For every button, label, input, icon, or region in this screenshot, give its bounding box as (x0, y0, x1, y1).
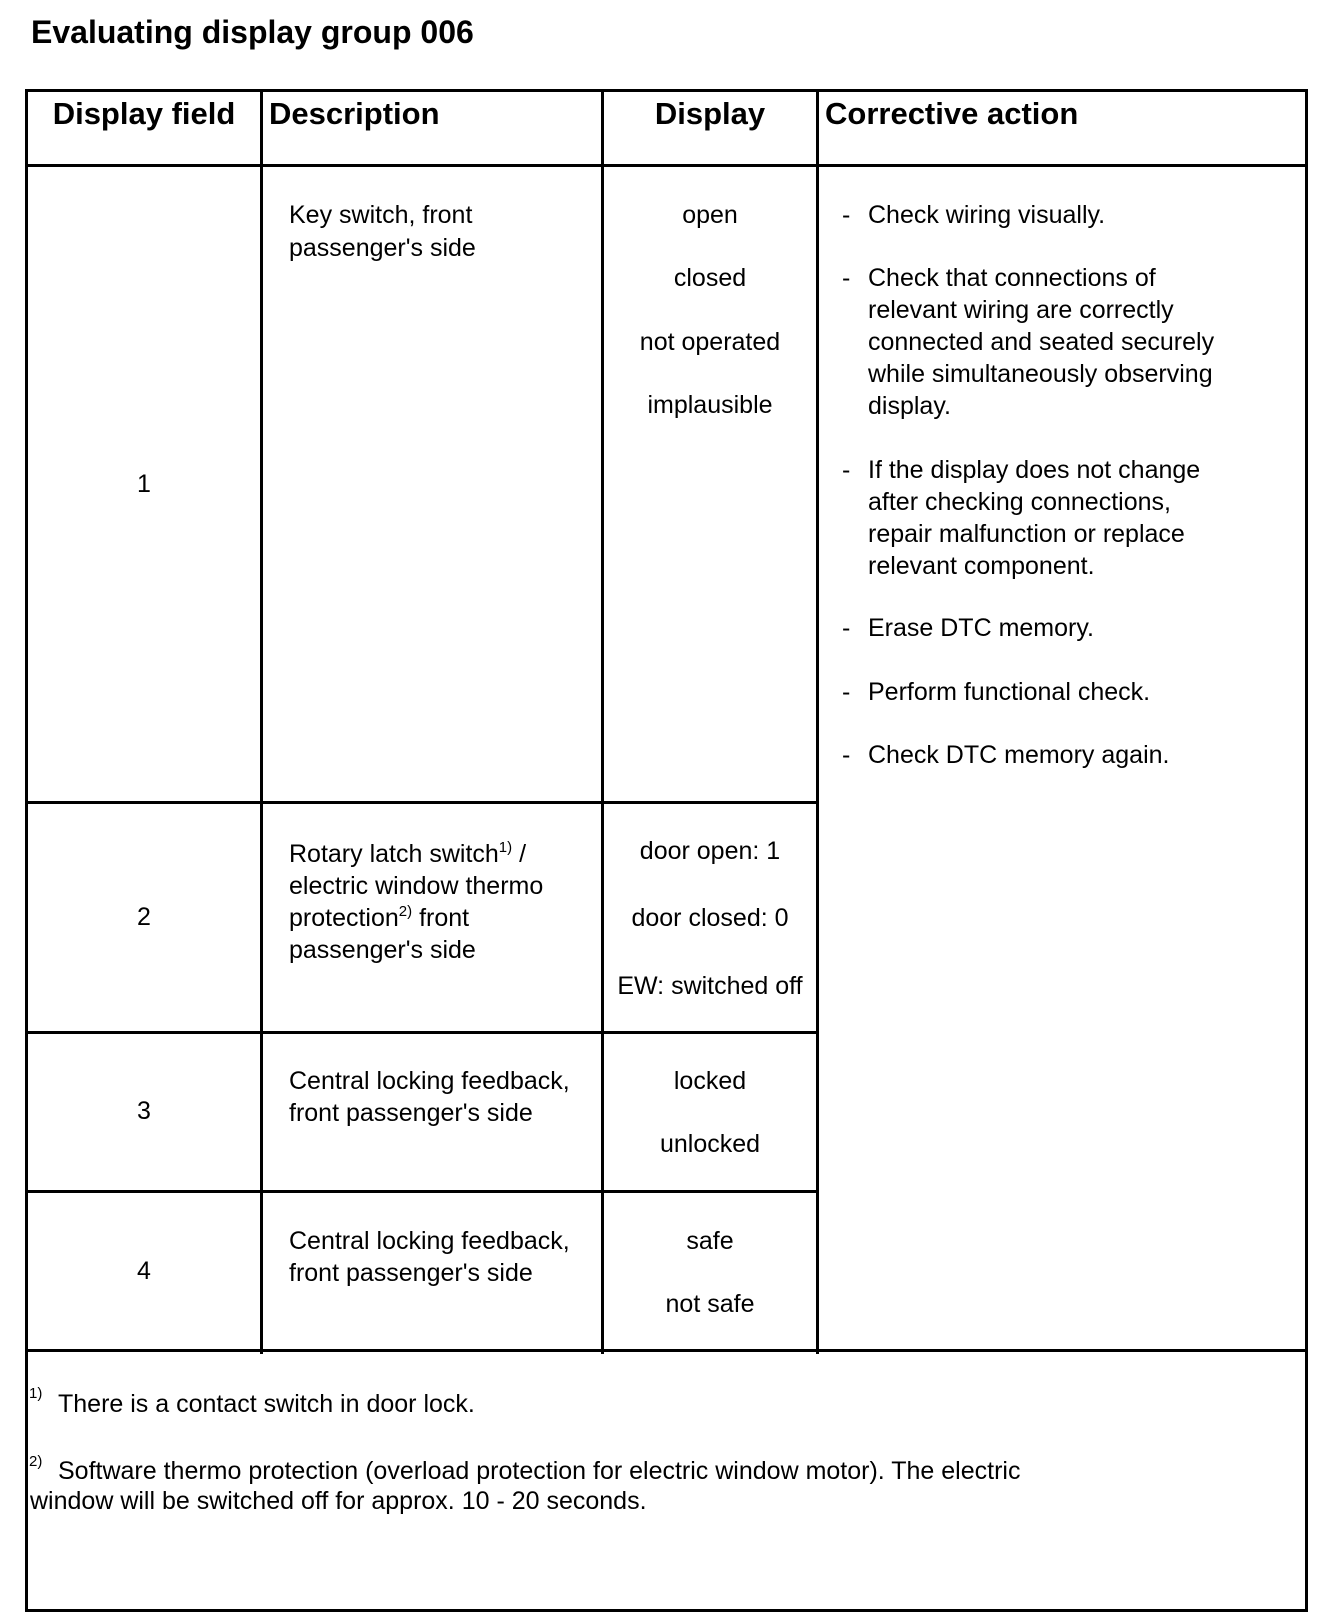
row-divider-2 (25, 1031, 819, 1034)
row-1-display-value: not operated (639, 328, 781, 356)
header-description: Description (269, 96, 440, 131)
footnote-divider (25, 1349, 1308, 1352)
row-2-field: 2 (137, 903, 151, 931)
action-item: If the display does not change after checking connections, repair malfunction or replace relevant component. (868, 456, 1201, 580)
footnote-1-text: There is a contact switch in door lock. (58, 1390, 475, 1418)
action-dash: - (842, 614, 851, 642)
footnote-2-mark: 2) (29, 1453, 43, 1470)
page-title: Evaluating display group 006 (31, 14, 474, 50)
row-1-description: Key switch, front passenger's side (289, 201, 476, 262)
row-4-display-value: not safe (665, 1290, 755, 1318)
action-dash: - (842, 264, 851, 292)
row-4-description: Central locking feedback, front passenger's side (289, 1227, 570, 1287)
row-2-display-value: door open: 1 (639, 837, 781, 865)
action-dash: - (842, 678, 851, 706)
row-1-display-value: closed (673, 264, 747, 292)
header-display-field: Display field (52, 96, 236, 131)
row-2-display-value: EW: switched off (617, 972, 803, 1000)
action-dash: - (842, 201, 851, 229)
row-2-description: Rotary latch switch$^{1)}$ / electric window thermo protection$^{2)}$ front passenger's side (289, 839, 544, 964)
action-item: Perform functional check. (868, 678, 1151, 706)
footnote-1-mark: 1) (29, 1385, 43, 1402)
row-divider-1 (25, 801, 819, 804)
row-4-field: 4 (137, 1257, 151, 1285)
action-item: Erase DTC memory. (868, 614, 1094, 642)
col-divider-1 (260, 89, 263, 1354)
row-1-display-value: implausible (647, 391, 773, 419)
row-3-display-value: unlocked (659, 1130, 761, 1158)
action-item: Check that connections of relevant wiring are correctly connected and seated securely while simultaneously observing display. (868, 264, 1215, 420)
row-3-description: Central locking feedback, front passenger's side (289, 1067, 570, 1127)
row-divider-3 (25, 1190, 819, 1193)
row-1-field: 1 (137, 470, 151, 498)
row-4-display-value: safe (686, 1227, 734, 1255)
row-1-display-value: open (682, 201, 738, 229)
header-divider (25, 164, 1308, 167)
action-item: Check DTC memory again. (868, 741, 1170, 769)
row-2-display-value: door closed: 0 (631, 904, 789, 932)
header-display: Display (654, 96, 766, 131)
col-divider-3 (816, 89, 819, 1354)
row-3-display-value: locked (673, 1067, 747, 1095)
action-item: Check wiring visually. (868, 201, 1106, 229)
action-dash: - (842, 456, 851, 484)
footnote-2-text: Software thermo protection (overload protection for electric window motor). The electric window will be switched off for approx. 10 - 20 seconds. (30, 1457, 1021, 1515)
action-dash: - (842, 741, 851, 769)
header-corrective-action: Corrective action (825, 96, 1079, 131)
row-3-field: 3 (137, 1097, 151, 1125)
